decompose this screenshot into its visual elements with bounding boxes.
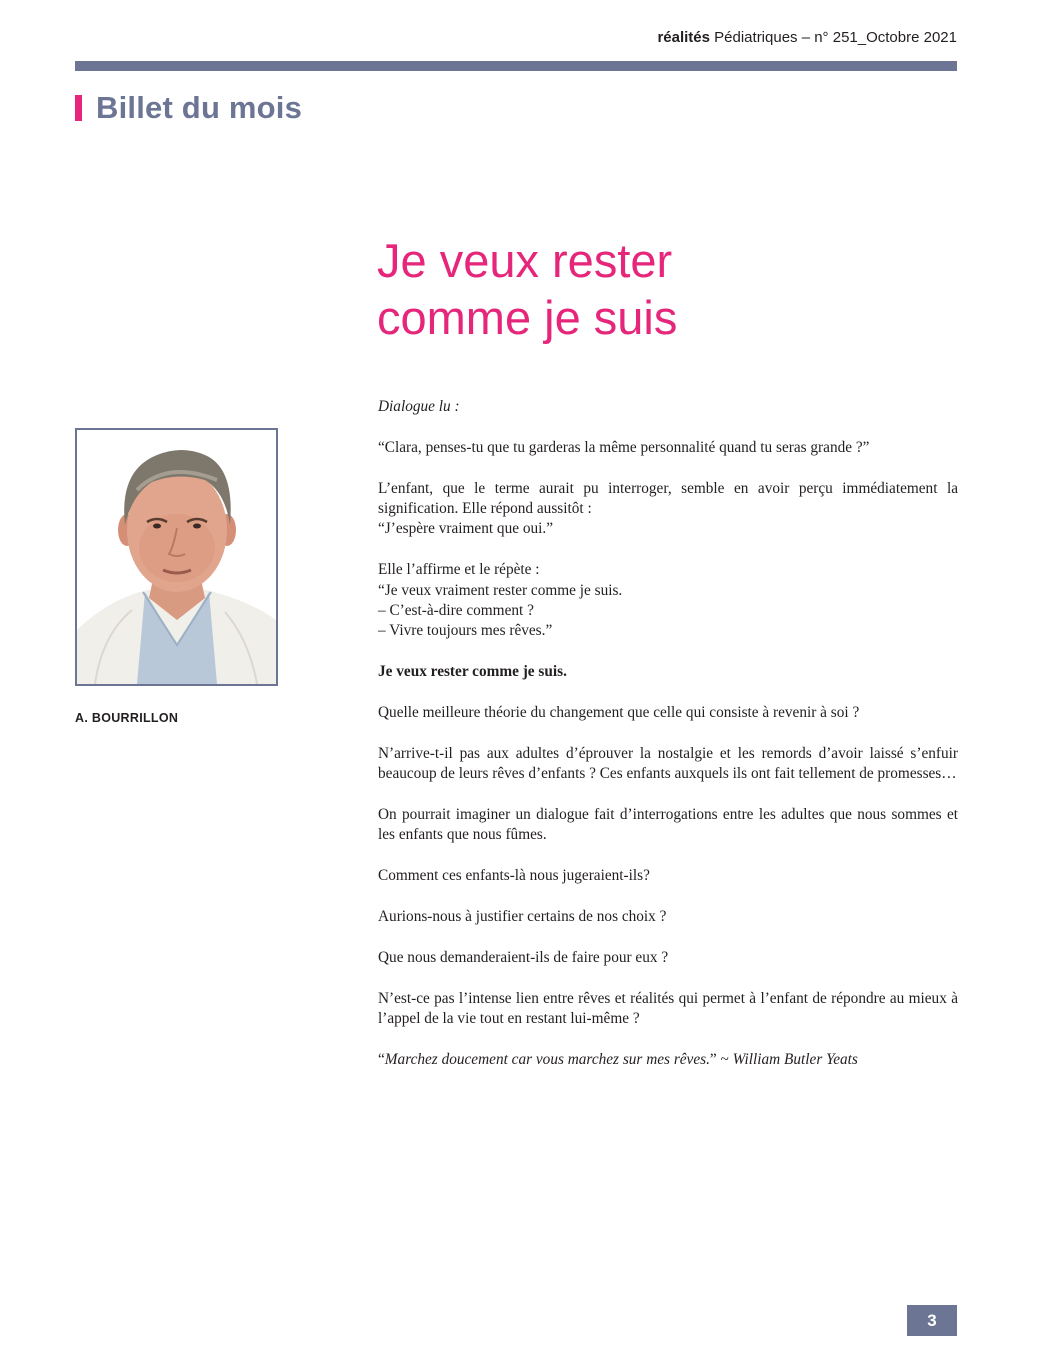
- article-text: L’enfant, que le terme aurait pu interroger, semble en avoir perçu immédiatement la signification. Elle répond aussitôt :: [378, 479, 958, 517]
- article-emphasis: Je veux rester comme je suis.: [378, 663, 567, 681]
- article-body: [378, 397, 958, 1091]
- article-paragraph: [378, 560, 958, 642]
- author-name: A. BOURRILLON: [75, 711, 179, 725]
- article-text: – C’est-à-dire comment ?: [378, 602, 534, 620]
- article-text: “J’espère vraiment que oui.”: [378, 520, 553, 538]
- section-label: Billet du mois: [96, 90, 303, 125]
- header-rule: [75, 61, 957, 71]
- article-paragraph: Comment ces enfants-là nous jugeraient-ils?: [378, 867, 650, 885]
- article-title-line-2: comme je suis: [377, 291, 678, 344]
- article-title-line-1: Je veux rester: [377, 234, 673, 287]
- article-paragraph: On pourrait imaginer un dialogue fait d’interrogations entre les adultes que nous sommes et les enfants que nous fûmes.: [378, 806, 958, 844]
- section-heading: [75, 89, 302, 127]
- article-text: – Vivre toujours mes rêves.”: [378, 622, 553, 640]
- article-paragraph: N’arrive-t-il pas aux adultes d’éprouver la nostalgie et les remords d’avoir laissé s’enfuir beaucoup de leurs rêves d’enfants ? Ces enfants auxquels ils ont fait tellement de promesses…: [378, 744, 958, 783]
- section-marker: [75, 95, 82, 121]
- article-paragraph: N’est-ce pas l’intense lien entre rêves et réalités qui permet à l’enfant de répondre au mieux à l’appel de la vie tout en restant lui-même ?: [378, 989, 958, 1028]
- closing-quote: [378, 1050, 958, 1070]
- article-paragraph: Aurions-nous à justifier certains de nos choix ?: [378, 908, 667, 926]
- article-text: Elle l’affirme et le répète :: [378, 561, 540, 579]
- author-photo: [75, 428, 278, 686]
- quote-open-mark: “: [378, 1050, 385, 1068]
- article-text: “Je veux vraiment rester comme je suis.: [378, 581, 623, 599]
- article-paragraph: Quelle meilleure théorie du changement que celle qui consiste à revenir à soi ?: [378, 704, 860, 722]
- article-title: [377, 232, 937, 346]
- article-intro: Dialogue lu :: [378, 398, 460, 415]
- journal-issue: Pédiatriques – n° 251_Octobre 2021: [714, 29, 957, 46]
- journal-brand: réalités: [657, 29, 710, 46]
- quote-author: William Butler Yeats: [732, 1050, 858, 1068]
- article-paragraph: Que nous demanderaient-ils de faire pour eux ?: [378, 948, 669, 966]
- quote-text: Marchez doucement car vous marchez sur mes rêves.: [384, 1050, 710, 1068]
- article-paragraph: [378, 479, 958, 540]
- quote-close-mark: ” ~: [709, 1050, 733, 1068]
- author-portrait-image: [77, 430, 276, 684]
- running-header: [657, 29, 957, 46]
- article-paragraph: “Clara, penses-tu que tu garderas la même personnalité quand tu seras grande ?”: [378, 438, 870, 456]
- page-number: 3: [907, 1305, 957, 1336]
